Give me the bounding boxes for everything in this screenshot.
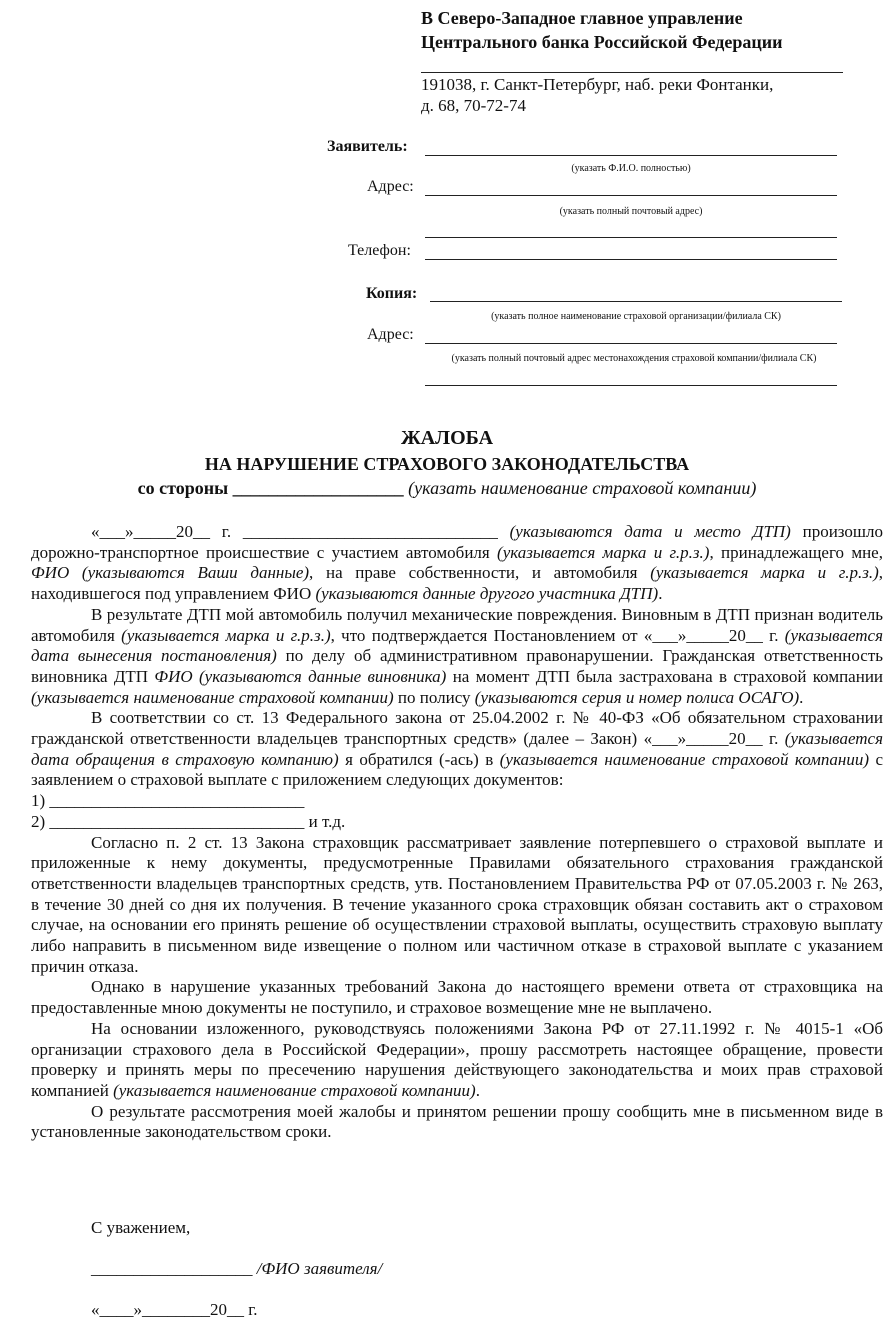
hint: (указывается марка и г.р.з.) [650, 563, 879, 583]
text: , что подтверждается Постановлением от «___»_____20__ г. [330, 625, 785, 645]
text: , принадлежащего мне, [709, 542, 883, 562]
applicant-label: Заявитель: [327, 138, 408, 155]
text: . [475, 1080, 480, 1100]
document-list-item-1: 1) ______________________________ [31, 791, 305, 811]
text: В соответствии со ст. 13 Федерального закона от 25.04.2002 г. № 40-ФЗ «Об обязательном страховании гражданской ответственности владельцев транспортных средств» (далее – Закон) «___»_____20__ г. [31, 708, 883, 749]
recipient-line1: В Северо-Западное главное управление [421, 8, 743, 28]
paragraph-regulation: Согласно п. 2 ст. 13 Закона страховщик рассматривает заявление потерпевшего о страховой выплате и приложенные к нему документы, предусмотренные Правилами обязательного страхования гражданской ответственности владельцев транспортных средств, утв. Постановлением Правительства РФ от 07.05.2003 г. № 263, в течение 30 дней со дня их получения. В течение указанного срока страховщик обязан составить акт о страховом случае, на основании его принять решение об осуществлении страховой выплаты, осуществить страховую выплату либо направить в письменном виде извещение о полном или частичном отказе в страховой выплате с указанием причин отказа. [31, 832, 883, 976]
copy-address-field-line[interactable] [425, 343, 837, 344]
text: . [799, 687, 804, 707]
paragraph-damage [31, 605, 883, 709]
paragraph-violation: Однако в нарушение указанных требований Закона до настоящего времени ответа от страховщика на предоставленные мною документы не поступило, и страховое возмещение мне не выплачено. [31, 977, 883, 1018]
hint: (указывается дата обращения в страховую компанию) [31, 729, 883, 769]
address-hint: (указать полный почтовый адрес) [559, 206, 703, 217]
copy-address-label: Адрес: [367, 326, 414, 343]
text: произошло дорожно-транспортное происшествие с участием автомобиля [31, 522, 883, 562]
hint: (указываются дата и место ДТП) [509, 522, 791, 541]
recipient-address-line2: д. 68, 70-72-74 [421, 96, 526, 115]
hint: ФИО (указываются данные виновника) [154, 666, 447, 686]
address-label: Адрес: [367, 178, 414, 195]
text: по полису [393, 687, 475, 707]
doc-title: ЖАЛОБА [400, 427, 494, 449]
copy-address-field-line-2[interactable] [425, 385, 837, 386]
paragraph-law [31, 708, 883, 791]
subtitle-hint: (указать наименование страховой компании) [408, 478, 757, 498]
phone-label: Телефон: [348, 242, 411, 259]
header-divider [421, 72, 843, 73]
text: На основании изложенного, руководствуясь положениями Закона РФ от 27.11.1992 г. № 4015-1 «Об организации страхового дела в Российской Федерации», прошу рассмотреть настоящее обращение, провести проверку и принять меры по пресечению нарушения действующего законодательства и моих прав страховой компанией [31, 1018, 883, 1100]
text: В результате ДТП мой автомобиль получил механические повреждения. Виновным в ДТП признан водитель автомобиля [31, 604, 883, 645]
hint: (указывается наименование страховой компании) [499, 749, 869, 769]
recipient-address-line1: 191038, г. Санкт-Петербург, наб. реки Фонтанки, [421, 75, 774, 94]
text: , на праве собственности, и автомобиля [309, 563, 651, 583]
text: на момент ДТП была застрахована в страховой компании [446, 666, 884, 686]
subtitle-prefix: со стороны ___________________ [137, 478, 404, 498]
copy-hint: (указать полное наименование страховой организации/филиала СК) [491, 311, 781, 322]
text: , находившегося под управлением ФИО [31, 563, 884, 604]
applicant-field-line[interactable] [425, 155, 837, 156]
incident-date-place: «___»_____20__ г. ______________________________ [91, 522, 510, 541]
text: . [658, 584, 663, 604]
doc-subtitle-line3 [0, 478, 894, 499]
text: по делу об административном правонарушении. Гражданская ответственность виновника ДТП [31, 646, 884, 686]
hint: (указывается марка и г.р.з.) [121, 625, 331, 645]
doc-subtitle: НА НАРУШЕНИЕ СТРАХОВОГО ЗАКОНОДАТЕЛЬСТВА [204, 454, 690, 474]
address-field-line[interactable] [425, 195, 837, 196]
hint: (указывается наименование страховой компании) [31, 687, 394, 707]
signature-line [91, 1259, 382, 1279]
copy-address-hint: (указать полный почтовый адрес местонахождения страховой компании/филиала СК) [451, 353, 817, 364]
paragraph-request [31, 1019, 883, 1102]
document-list-item-2: 2) ______________________________ и т.д. [31, 811, 346, 831]
hint: ФИО (указываются Ваши данные) [31, 563, 310, 583]
phone-field-line[interactable] [425, 259, 837, 260]
copy-label: Копия: [366, 285, 418, 302]
text: с заявлением о страховой выплате с приложением следующих документов: [31, 749, 883, 790]
complaint-body [31, 522, 883, 1143]
regards: С уважением, [91, 1218, 191, 1237]
hint: (указываются серия и номер полиса ОСАГО) [474, 687, 800, 707]
hint: (указывается марка и г.р.з.) [497, 542, 710, 562]
text: я обратился (-ась) в [338, 749, 500, 769]
signature-name: /ФИО заявителя/ [256, 1259, 383, 1278]
address-field-line-2[interactable] [425, 237, 837, 238]
signature-date[interactable]: «____»________20__ г. [91, 1300, 258, 1319]
recipient-line2: Центрального банка Российской Федерации [421, 32, 783, 52]
hint: (указываются данные другого участника ДТП) [315, 584, 659, 604]
hint: (указывается дата вынесения постановления) [31, 625, 883, 666]
paragraph-incident [31, 522, 883, 605]
paragraph-result: О результате рассмотрения моей жалобы и принятом решении прошу сообщить мне в письменном виде в установленные законодательством сроки. [31, 1101, 883, 1142]
signature-blank[interactable]: ___________________ [91, 1259, 257, 1278]
copy-field-line[interactable] [430, 301, 842, 302]
applicant-hint: (указать Ф.И.О. полностью) [571, 163, 691, 174]
hint: (указывается наименование страховой компании) [113, 1080, 476, 1100]
